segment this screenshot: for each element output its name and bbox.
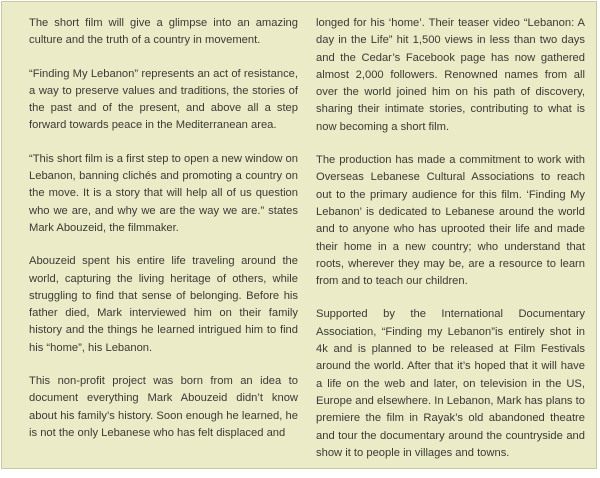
paragraph-resistance: “Finding My Lebanon” represents an act of resistance, a way to preserve values and traditions, the stories of the past and of the present, and above all a step forward towards peace in the Mediterranean area. [29,67,298,132]
left-column [29,15,298,458]
paragraph-quote: “This short film is a first step to open a new window on Lebanon, banning clichés and promoting a country on the move. It is a story that will help all of us question who we are, and why we are the way we are.” states Mark Abouzeid, the filmmaker. [29,152,298,234]
paragraph-abouzeid: Abouzeid spent his entire life traveling around the world, capturing the living heritage of others, while struggling to find that sense of belonging. Before his father died, Mark interviewed him on their family history and the things he learned intrigued him to find his “home”, his Lebanon. [29,255,298,354]
paragraph-supported: Supported by the International Documentary Association, “Finding my Lebanon”is entirely shot in 4k and is planned to be released at Film Festivals around the world. After that it’s hoped that it will have a life on the web and later, on television in the US, Europe and elsewhere. In Lebanon, Mark has plans to premiere the film in Rayak’s old abandoned theatre and tour the documentary around the countryside and show it to people in villages and towns. [316,308,585,459]
right-column [316,15,585,478]
paragraph-teaser: longed for his ‘home’. Their teaser video “Lebanon: A day in the Life” hit 1,500 views in less than two days and the Cedar’s Facebook page has now gathered almost 2,000 followers. Renowned names from all over the world joined him on his path of discovery, sharing their intimate stories, contributing to what is now becoming a short film. [316,17,585,133]
paragraph-non-profit: This non-profit project was born from an idea to document everything Mark Abouzeid didn’t know about his family’s history. Soon enough he learned, he is not the only Lebanese who has felt displaced and [29,375,298,439]
article-panel [1,1,597,469]
paragraph-glimpse: The short film will give a glimpse into an amazing culture and the truth of a country in movement. [29,17,298,47]
paragraph-production: The production has made a commitment to work with Overseas Lebanese Cultural Associations to reach out to the primary audience for this film. ‘Finding My Lebanon’ is dedicated to Lebanese around the world and to anyone who has uprooted their life and made their home in a new country; who understand that roots, wherever they may be, are a resource to learn from and to teach our children. [316,154,585,288]
